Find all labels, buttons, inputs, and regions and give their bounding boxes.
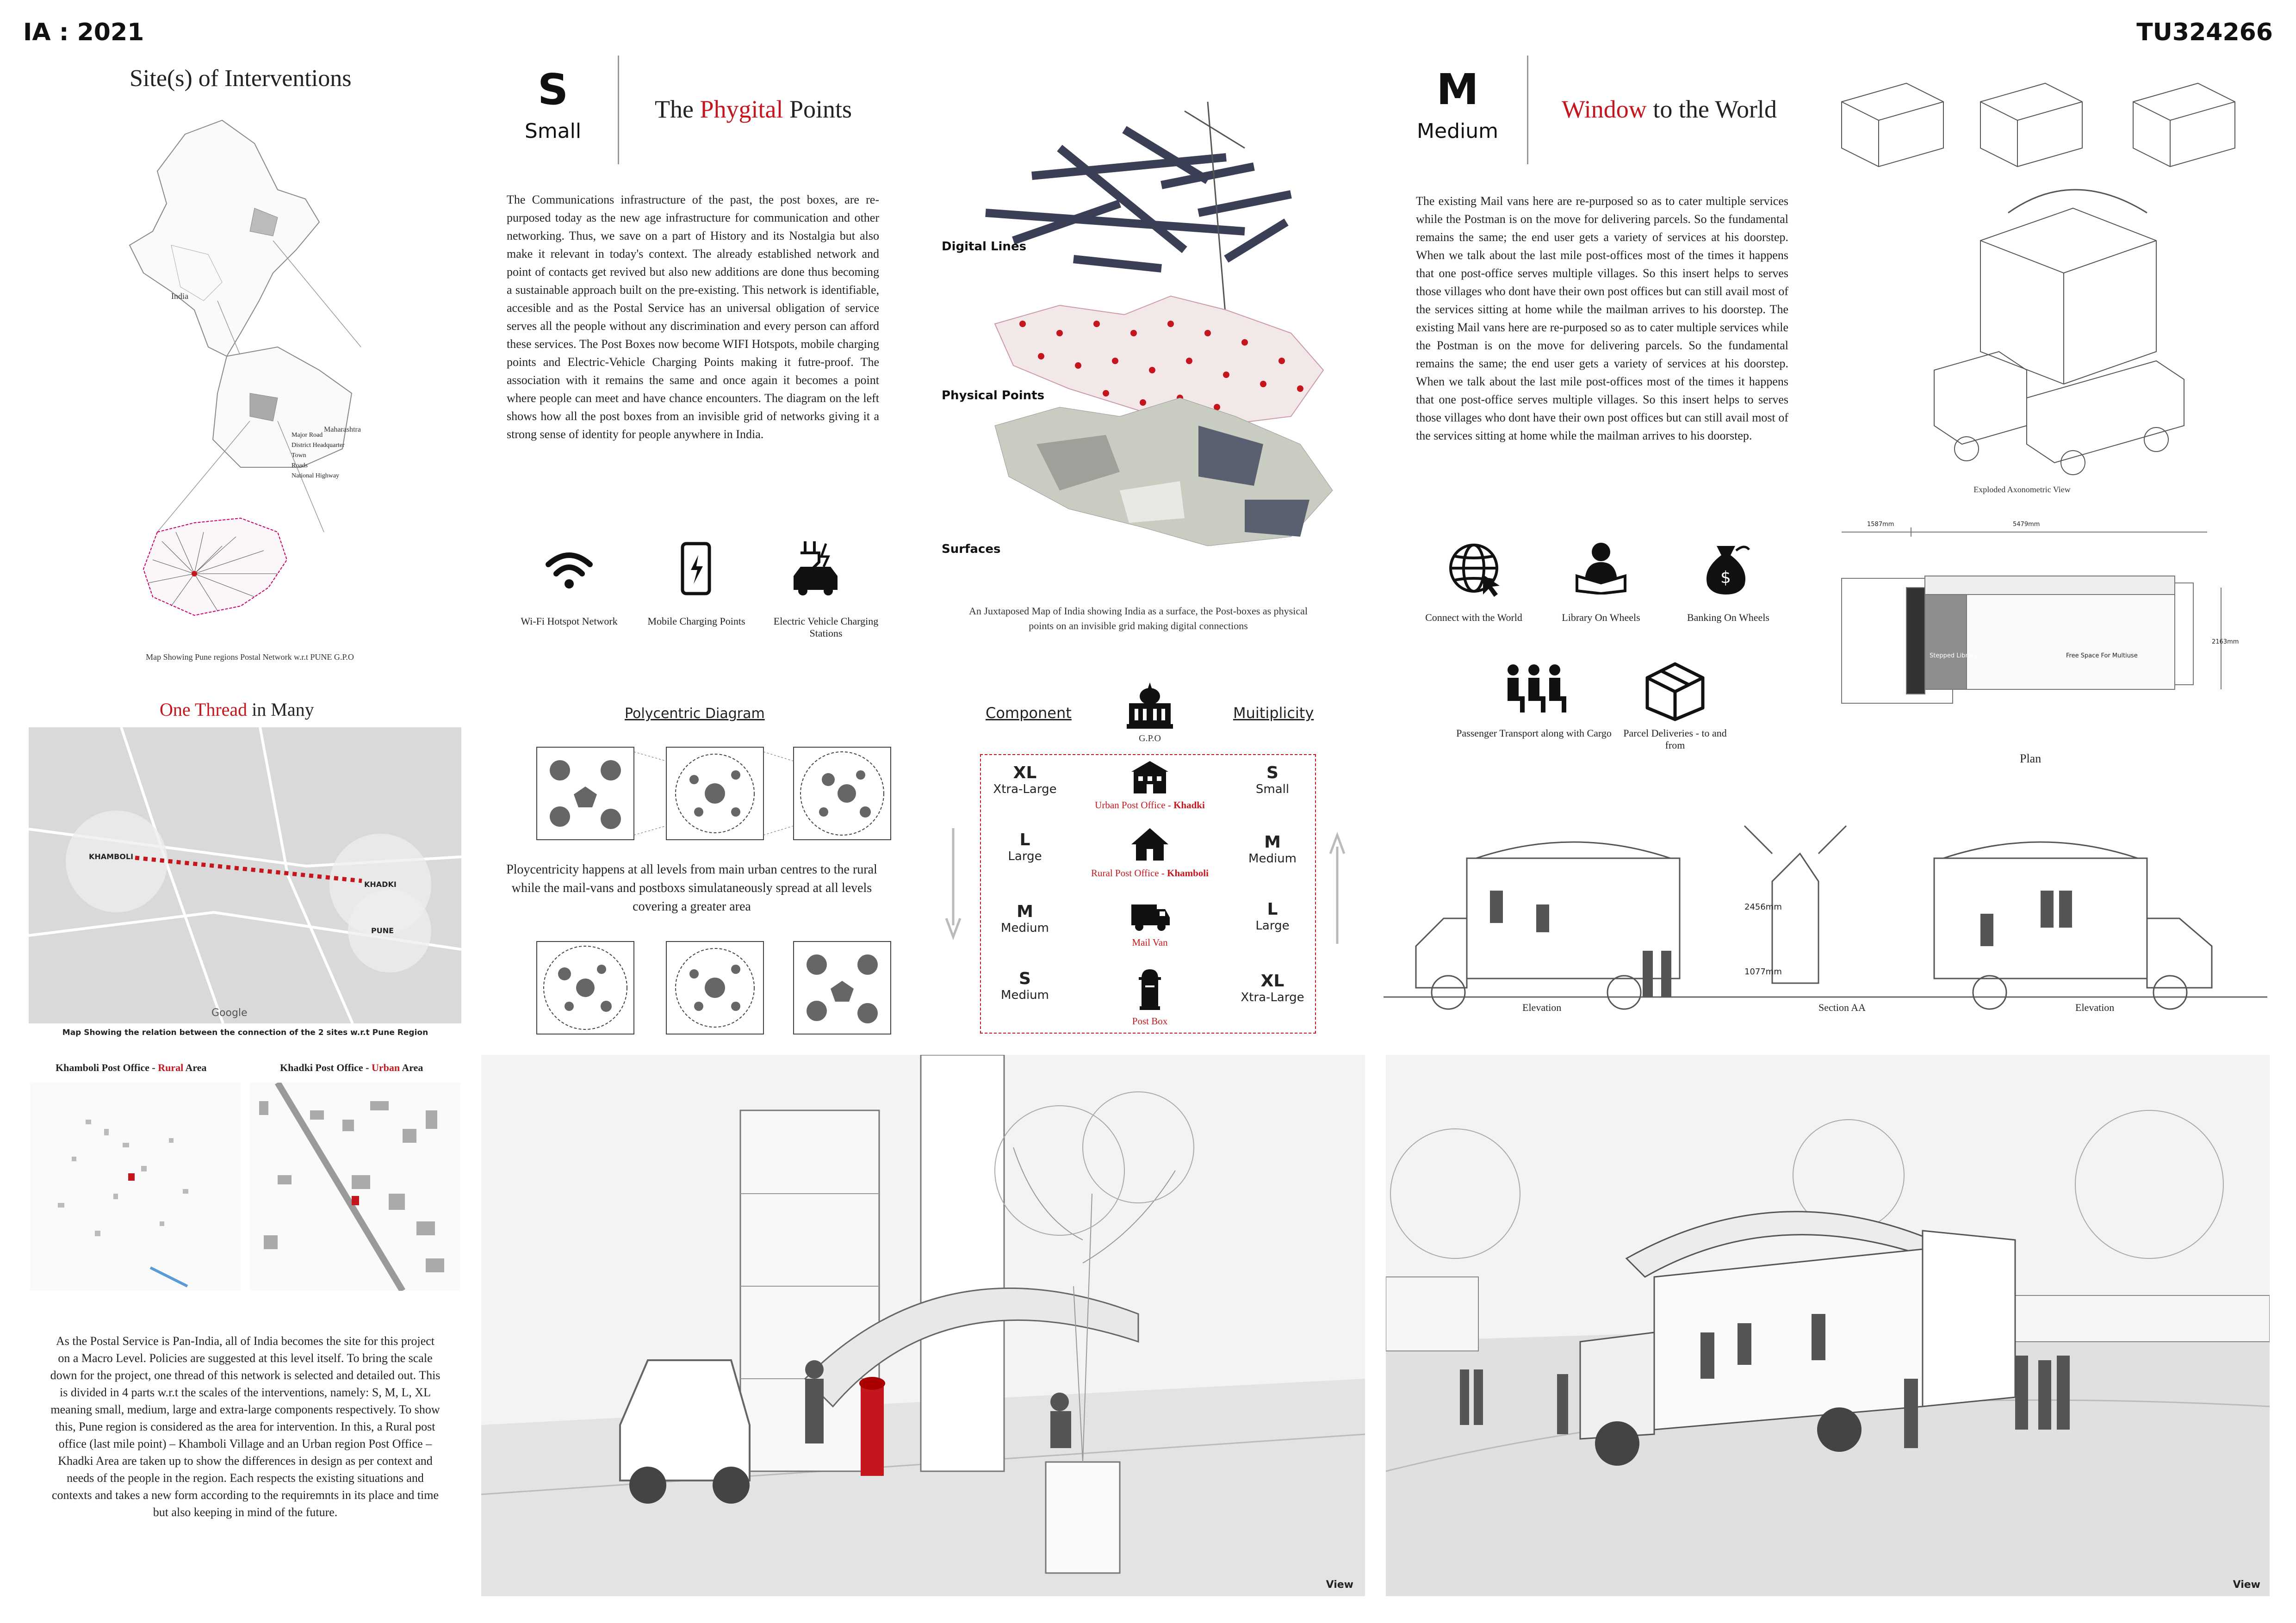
rural-post-office-icon xyxy=(1129,826,1171,863)
down-arrow-icon xyxy=(944,828,962,944)
matrix-left-xl: XL Xtra-Large xyxy=(993,763,1057,796)
layer-physical-label: Physical Points xyxy=(942,389,1045,403)
divider xyxy=(1527,56,1528,164)
pune-region-map xyxy=(29,727,461,1023)
elev-dim-height: 2456mm xyxy=(1744,902,1782,912)
small-paragraph: The Communications infrastructure of the past, the post boxes, are re-purposed today as the new age infrastructure for communication and other networking. Thus, we save on a part of History and its Nostalgia but also make it relevant in today's context. The already established network and point of contacts get revived but also new additions are done thus becoming a sustainable approach built on the pre-existing. This network is identifiable, accesible and as the Postal Service has an universal obligation of service serves all the people without any discrimination and every person can afford these services. The Post Boxes now become WIFI Hotspots, mobile charging points and Electric-Vehicle Charging Points making it futre-proof. The association with it remains the same and once again it becomes a point where people can meet and have chance encounters. The diagram on the left shows how all the post boxes from an invisible grid of networks giving it a strong sense of identity for people anywhere in India. xyxy=(507,193,879,441)
board-id-right: TU324266 xyxy=(2136,19,2273,46)
legend-item: District Headquarter xyxy=(292,442,345,449)
medium-size-word: Medium xyxy=(1417,119,1498,143)
gpo-building-icon xyxy=(1124,680,1175,731)
polycentric-diagram-bottom xyxy=(532,937,893,1039)
medium-paragraph: The existing Mail vans here are re-purposed so as to cater multiple services while the Postman is on the move for delivering parcels. So the fundamental remains the same; the end user gets a variety of services at his doorstep. When we talk about the last mile post-offices most of the times it happens that one post-office serves multiple villages. So this insert helps to serves those villages who dont have their own post offices but can still avail most of the services sitting at home while the mailman arrives to his doorstep. The existing Mail vans here are re-purposed so as to cater multiple services while the Postman is on the move for delivering parcels. So the fundamental remains the same; the end user gets a variety of services at his doorstep. When we talk about the last mile post-offices most of the times it happens that one post-office serves multiple villages. So this insert helps to serves those villages who dont have their own post offices but can still avail most of the services sitting at home while the mailman arrives to his doorstep. xyxy=(1416,194,1788,442)
legend-item: National Highway xyxy=(292,472,340,479)
plan-zone-multiuse: Free Space For Multiuse xyxy=(2066,652,2138,659)
post-box-label: Post Box xyxy=(1132,1016,1168,1027)
intro-paragraph: As the Postal Service is Pan-India, all of India becomes the site for this project on a Macro Level. Policies are suggested at this level itself. To bring the scale down for the project, one thread of this network is selected and detailed out. This is divided in 4 parts w.r.t the scales of the interventions, namely: S, M, L, XL meaning small, medium, large and extra-large components respectively. To show this, Pune region is considered as the area for intervention. In this, a Rural post office (last mile point) – Khamboli Village and an Urban region Post Office – Khadki Area are taken up to show the differences in design as per context and needs of the people in the region. Each respects the existing situations and contexts and takes a new form according to the requiremnts in its place and time but also keeping in mind of the future. xyxy=(50,1334,441,1519)
up-arrow-icon xyxy=(1328,828,1347,944)
small-size-word: Small xyxy=(524,119,582,143)
exploded-axonometric-drawings xyxy=(1832,74,2263,481)
banking-label: Banking On Wheels xyxy=(1687,612,1769,623)
sites-map-caption: Map Showing Pune regions Postal Network w.r.t PUNE G.P.O xyxy=(146,652,354,662)
matrix-right-s: S Small xyxy=(1255,763,1290,796)
thread-title: One Thread in Many xyxy=(160,699,314,720)
globe-cursor-icon xyxy=(1446,541,1506,597)
component-heading: Component xyxy=(986,704,1072,722)
layers-caption: An Juxtaposed Map of India showing India as a surface, the Post-boxes as physical points on an invisible grid making digital connections xyxy=(969,605,1308,632)
urban-post-office-icon xyxy=(1129,759,1171,796)
money-bag-icon xyxy=(1698,537,1754,597)
mail-van-label: Mail Van xyxy=(1132,937,1168,948)
matrix-right-m: M Medium xyxy=(1248,833,1297,866)
parcel-deliveries-label: Parcel Deliveries - to and from xyxy=(1623,727,1727,751)
mobile-charging-icon xyxy=(678,541,715,597)
post-box-street-view xyxy=(481,1055,1365,1596)
plan-label: Plan xyxy=(2020,752,2042,765)
matrix-left-s: S Medium xyxy=(1001,969,1049,1002)
plan-dim-2: 5479mm xyxy=(2013,521,2040,528)
mail-van-view xyxy=(1386,1055,2270,1596)
medium-letter: M xyxy=(1436,65,1479,114)
matrix-left-l: L Large xyxy=(1008,830,1042,863)
polycentric-diagram-top xyxy=(532,743,893,844)
thread-caption: Map Showing the relation between the connection of the 2 sites w.r.t Pune Region xyxy=(62,1028,428,1037)
view-label-right: View xyxy=(2233,1579,2260,1591)
matrix-right-xl: XL Xtra-Large xyxy=(1241,972,1304,1004)
place-pune: PUNE xyxy=(371,926,394,935)
passenger-transport-label: Passenger Transport along with Cargo xyxy=(1456,727,1612,739)
divider xyxy=(618,56,619,164)
rural-title: Khamboli Post Office - Rural Area xyxy=(56,1062,207,1073)
map-label-maharashtra: Maharashtra xyxy=(324,426,361,434)
sites-title: Site(s) of Interventions xyxy=(130,65,352,92)
elevation-label-1: Elevation xyxy=(1522,1002,1562,1013)
elev-dim-floor: 1077mm xyxy=(1744,967,1782,977)
reader-book-icon xyxy=(1573,539,1629,595)
urban-title: Khadki Post Office - Urban Area xyxy=(280,1062,423,1073)
plan-dim-1: 1587mm xyxy=(1867,521,1894,528)
passengers-icon xyxy=(1499,662,1569,717)
legend-item: Major Road xyxy=(292,432,323,439)
ev-charging-label: Electric Vehicle Charging Stations xyxy=(773,615,879,639)
matrix-left-m: M Medium xyxy=(1001,902,1049,935)
legend-item: Town xyxy=(292,452,306,459)
ev-charging-icon xyxy=(787,539,842,599)
post-box-icon xyxy=(1136,967,1164,1013)
gpo-label: G.P.O xyxy=(1139,733,1161,743)
mobile-charging-label: Mobile Charging Points xyxy=(647,615,745,627)
place-khadki: KHADKI xyxy=(364,880,397,889)
layer-surfaces-label: Surfaces xyxy=(942,542,1001,556)
matrix-right-l: L Large xyxy=(1255,900,1290,933)
rural-figure-ground xyxy=(30,1083,241,1291)
urban-figure-ground xyxy=(250,1083,460,1291)
map-label-india: India xyxy=(171,291,188,301)
svg-text:$: $ xyxy=(1720,568,1731,587)
medium-title: Window to the World xyxy=(1562,95,1777,123)
plan-dim-3: 2163mm xyxy=(2212,638,2239,645)
small-title: The Phygital Points xyxy=(655,95,852,123)
wifi-label: Wi-Fi Hotspot Network xyxy=(521,615,618,627)
map-legend xyxy=(292,430,345,481)
layered-india-diagram xyxy=(967,93,1384,569)
small-letter: S xyxy=(537,65,569,114)
polycentric-text: Ploycentricity happens at all levels from main urban centres to the rural while the mail-vans and postboxs simulataneously spread at all levels covering a greater area xyxy=(506,862,877,914)
google-mark: Google xyxy=(211,1007,248,1019)
polycentric-title: Polycentric Diagram xyxy=(625,706,765,722)
elevation-label-2: Elevation xyxy=(2075,1002,2115,1013)
parcel-box-icon xyxy=(1643,657,1707,722)
legend-item: Roads xyxy=(292,462,308,469)
urban-post-office-label: Urban Post Office - Khadki xyxy=(1095,799,1205,811)
wifi-icon xyxy=(541,546,597,592)
van-elevations xyxy=(1384,798,2267,1020)
connect-world-label: Connect with the World xyxy=(1425,612,1522,623)
plan-zone-library: Stepped Library xyxy=(1930,652,1978,659)
section-label: Section AA xyxy=(1818,1002,1866,1013)
van-plan xyxy=(1837,518,2240,736)
view-label-left: View xyxy=(1326,1579,1353,1591)
india-pune-map xyxy=(102,116,403,648)
library-label: Library On Wheels xyxy=(1562,612,1640,623)
exploded-caption: Exploded Axonometric View xyxy=(1973,485,2071,494)
mail-van-icon xyxy=(1129,900,1171,932)
board-id-left: IA : 2021 xyxy=(23,19,144,46)
rural-post-office-label: Rural Post Office - Khamboli xyxy=(1091,867,1209,879)
layer-digital-label: Digital Lines xyxy=(942,240,1027,254)
multiplicity-heading: Muitiplicity xyxy=(1233,704,1314,722)
place-khamboli: KHAMBOLI xyxy=(89,852,134,861)
